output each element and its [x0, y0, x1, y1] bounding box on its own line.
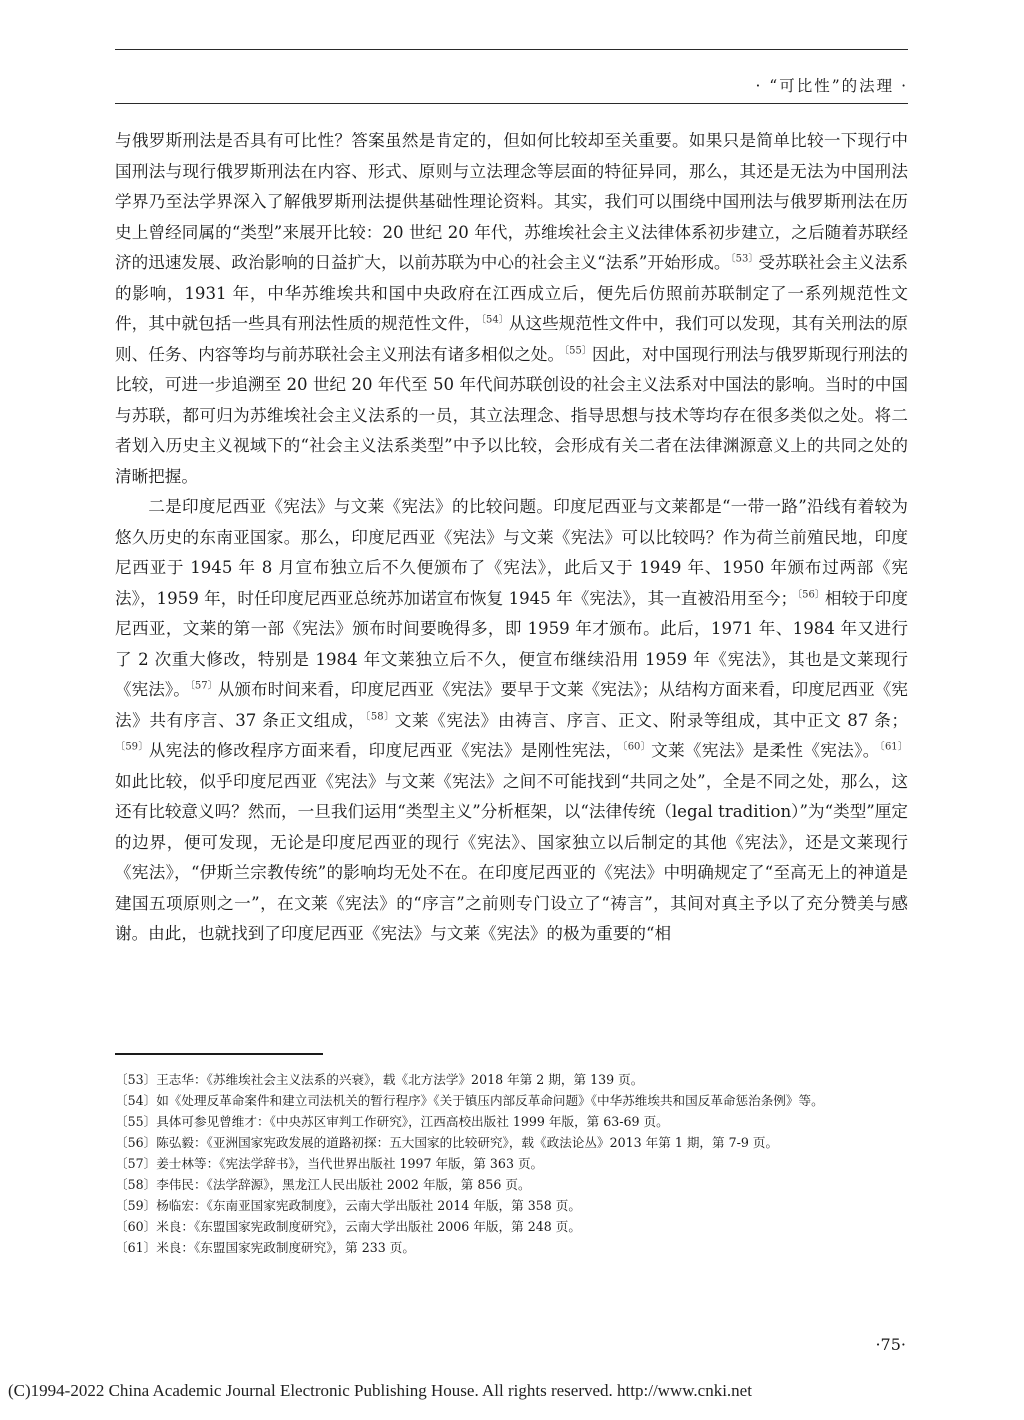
- footnote-60: 〔60〕米良：《东盟国家宪政制度研究》，云南大学出版社 2006 年版，第 248 页。: [115, 1219, 581, 1234]
- p1-text-2: 受苏联社会主义法系的影响，1931 年，中华苏维埃共和国中央政府在江西成立后，便先后仿照前苏联制定了一系列规范性文件，其中就包括一些具有刑法性质的规范性文件，: [115, 253, 909, 333]
- p2-text-2: 相较于印度尼西亚，文莱的第一部《宪法》颁布时间要晚得多，即 1959 年才颁布。此后，1971 年、1984 年又进行了 2 次重大修改，特别是 1984 年文莱独立后不久，便宣布继续沿用 1959 年《宪法》，其也是文莱现行《宪法》。: [115, 588, 908, 699]
- footnote-61: 〔61〕米良：《东盟国家宪政制度研究》，第 233 页。: [115, 1240, 415, 1255]
- footnote-ref-58[interactable]: 〔58〕: [365, 710, 395, 722]
- footnote-ref-61[interactable]: 〔61〕: [879, 741, 908, 753]
- footnote-53: 〔53〕王志华：《苏维埃社会主义法系的兴衰》，载《北方法学》2018 年第 2 期，第 139 页。: [115, 1072, 644, 1087]
- footnote-59: 〔59〕杨临宏：《东南亚国家宪政制度》，云南大学出版社 2014 年版，第 358 页。: [115, 1198, 581, 1213]
- running-head: · “可比性”的法理 ·: [755, 77, 908, 95]
- paragraph-2: [115, 492, 908, 950]
- p1-text-3: 从这些规范性文件中，我们可以发现，其有关刑法的原则、任务、内容等均与前苏联社会主义刑法有诸多相似之处。: [115, 314, 909, 364]
- p2-text-3: 从颁布时间来看，印度尼西亚《宪法》要早于文莱《宪法》；从结构方面来看，印度尼西亚《宪法》共有序言、37 条正文组成，: [115, 680, 909, 730]
- footnote-ref-57[interactable]: 〔57〕: [189, 680, 218, 692]
- footnote-57: 〔57〕姜士林等：《宪法学辞书》，当代世界出版社 1997 年版，第 363 页。: [115, 1156, 544, 1171]
- footnote-58: 〔58〕李伟民：《法学辞源》，黑龙江人民出版社 2002 年版，第 856 页。: [115, 1177, 531, 1192]
- p2-text-7: 如此比较，似乎印度尼西亚《宪法》与文莱《宪法》之间不可能找到“共同之处”，全是不同之处，那么，这还有比较意义吗？然而，一旦我们运用“类型主义”分析框架，以“法律传统（legal tradition）”为“类型”厘定的边界，便可发现，无论是印度尼西亚的现行《宪法》、国家独立以后制定的其他《宪法》，还是文莱现行《宪法》，“伊斯兰宗教传统”的影响均无处不在。在印度尼西亚的《宪法》中明确规定了“至高无上的神道是建国五项原则之一”，在文莱《宪法》的“序言”之前则专门设立了“祷言”，其间对真主予以了充分赞美与感谢。由此，也就找到了印度尼西亚《宪法》与文莱《宪法》的极为重要的“相: [115, 771, 908, 943]
- p2-text-4: 文莱《宪法》由祷言、序言、正文、附录等组成，其中正文 87 条；: [394, 710, 909, 730]
- footnote-ref-55[interactable]: 〔55〕: [564, 344, 592, 356]
- p1-text-1: 与俄罗斯刑法是否具有可比性？答案虽然是肯定的，但如何比较却至关重要。如果只是简单比较一下现行中国刑法与现行俄罗斯刑法在内容、形式、原则与立法理念等层面的特征异同，那么，其还是无法为中国刑法学界乃至法学界深入了解俄罗斯刑法提供基础性理论资料。其实，我们可以围绕中国刑法与俄罗斯刑法在历史上曾经同属的“类型”来展开比较：20 世纪 20 年代，苏维埃社会主义法律体系初步建立，之后随着苏联经济的迅速发展、政治影响的日益扩大，以前苏联为中心的社会主义“法系”开始形成。: [115, 131, 908, 272]
- paragraph-1: [115, 126, 908, 492]
- header-top-rule: [115, 49, 908, 50]
- footnote-ref-53[interactable]: 〔53〕: [730, 253, 759, 265]
- footnote-ref-59[interactable]: 〔59〕: [115, 741, 149, 753]
- p2-text-1: 二是印度尼西亚《宪法》与文莱《宪法》的比较问题。印度尼西亚与文莱都是“一带一路”沿线有着较为悠久历史的东南亚国家。那么，印度尼西亚《宪法》与文莱《宪法》可以比较吗？作为荷兰前殖民地，印度尼西亚于 1945 年 8 月宣布独立后不久便颁布了《宪法》，此后又于 1949 年、1950 年颁布过两部《宪法》，1959 年，时任印度尼西亚总统苏加诺宣布恢复 1945 年《宪法》，其一直被沿用至今；: [115, 497, 908, 608]
- footnote-55: 〔55〕具体可参见曾维才：《中央苏区审判工作研究》，江西高校出版社 1999 年版，第 63-69 页。: [115, 1114, 669, 1129]
- footnotes: [115, 1069, 908, 1258]
- header-bottom-rule: [115, 103, 908, 104]
- p2-text-6: 文莱《宪法》是柔性《宪法》。: [651, 741, 880, 760]
- p2-text-5: 从宪法的修改程序方面来看，印度尼西亚《宪法》是刚性宪法，: [148, 741, 623, 760]
- page-number: ·75·: [875, 1335, 906, 1354]
- footnote-ref-60[interactable]: 〔60〕: [622, 741, 652, 753]
- footnote-56: 〔56〕陈弘毅：《亚洲国家宪政发展的道路初探：五大国家的比较研究》，载《政法论丛》2013 年第 1 期，第 7-9 页。: [115, 1135, 779, 1150]
- main-text: [115, 126, 908, 950]
- footnote-separator: [115, 1053, 323, 1055]
- p1-text-4: 因此，对中国现行刑法与俄罗斯现行刑法的比较，可进一步追溯至 20 世纪 20 年代至 50 年代间苏联创设的社会主义法系对中国法的影响。当时的中国与苏联，都可归为苏维埃社会主义法系的一员，其立法理念、指导思想与技术等均存在很多类似之处。将二者划入历史主义视域下的“社会主义法系类型”中予以比较，会形成有关二者在法律渊源意义上的共同之处的清晰把握。: [115, 344, 909, 486]
- footnote-ref-56[interactable]: 〔56〕: [797, 588, 825, 600]
- footnote-ref-54[interactable]: 〔54〕: [480, 314, 509, 326]
- copyright-notice: (C)1994-2022 China Academic Journal Electronic Publishing House. All rights reserved. http://www.cnki.net: [8, 1381, 752, 1400]
- footnote-54: 〔54〕如《处理反革命案件和建立司法机关的暂行程序》《关于镇压内部反革命问题》《中华苏维埃共和国反革命惩治条例》等。: [115, 1093, 824, 1108]
